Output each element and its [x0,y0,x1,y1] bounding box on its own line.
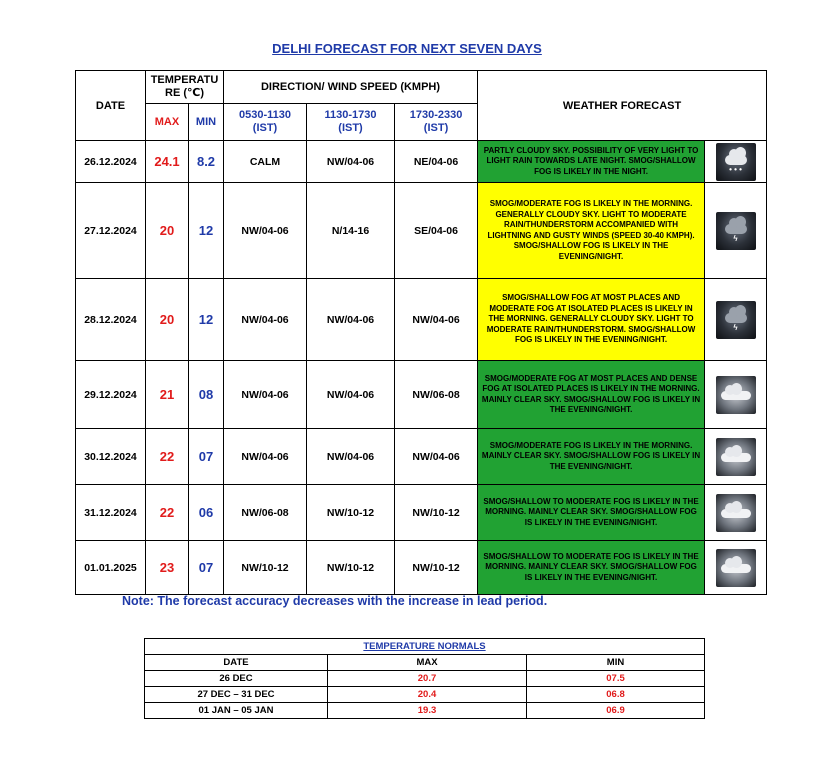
accuracy-note: Note: The forecast accuracy decreases with the increase in lead period. [122,594,548,608]
header-temperature-line2: RE (℃) [165,87,204,99]
normals-date: 26 DEC [145,671,328,687]
row-max: 21 [146,361,189,429]
header-temperature [146,71,224,104]
row-max: 20 [146,279,189,361]
row-date: 30.12.2024 [76,429,146,485]
row-wind-1: NW/10-12 [224,541,307,595]
row-wind-3: NW/10-12 [395,485,478,541]
normals-min: 07.5 [527,671,705,687]
row-max: 22 [146,429,189,485]
header-weather-forecast: WEATHER FORECAST [478,71,767,141]
normals-max: 19.3 [328,703,527,719]
row-wind-3: NW/06-08 [395,361,478,429]
row-wind-2: NW/04-06 [307,361,395,429]
row-min: 12 [189,279,224,361]
thunderstorm-icon: ϟ [716,301,756,339]
slot-time: 1130-1730 [324,109,377,121]
table-row [76,183,767,279]
row-forecast: PARTLY CLOUDY SKY. POSSIBILITY OF VERY LIGHT TO LIGHT RAIN TOWARDS LATE NIGHT. SMOG/SHALLOW FOG IS LIKELY IN THE NIGHT. [478,141,705,183]
thunderstorm-icon: ϟ [716,212,756,250]
row-min: 07 [189,541,224,595]
row-max: 22 [146,485,189,541]
row-forecast: SMOG/SHALLOW TO MODERATE FOG IS LIKELY IN THE MORNING. MAINLY CLEAR SKY. SMOG/SHALLOW FOG IS LIKELY IN THE EVENING/NIGHT. [478,541,705,595]
row-wind-3: NW/10-12 [395,541,478,595]
normals-title: TEMPERATURE NORMALS [145,639,705,655]
normals-header-max: MAX [328,655,527,671]
row-forecast: SMOG/MODERATE FOG IS LIKELY IN THE MORNING. MAINLY CLEAR SKY. SMOG/SHALLOW FOG IS LIKELY IN THE EVENING/NIGHT. [478,429,705,485]
normals-header-date: DATE [145,655,328,671]
row-max: 24.1 [146,141,189,183]
table-row [76,541,767,595]
fog-icon [716,494,756,532]
table-row [76,361,767,429]
row-min: 07 [189,429,224,485]
row-wind-2: N/14-16 [307,183,395,279]
header-max: MAX [146,104,189,141]
header-slot-1 [224,104,307,141]
row-forecast: SMOG/MODERATE FOG IS LIKELY IN THE MORNING. GENERALLY CLOUDY SKY. LIGHT TO MODERATE RAIN/THUNDERSTORM ACCOMPANIED WITH LIGHTNING AND GUSTY WINDS (SPEED 30-40 KMPH). SMOG/SHALLOW FOG IS LIKELY IN THE EVENING/NIGHT. [478,183,705,279]
slot-time: 0530-1130 [239,109,292,121]
normals-date: 01 JAN – 05 JAN [145,703,328,719]
table-row [76,485,767,541]
row-date: 01.01.2025 [76,541,146,595]
row-date: 28.12.2024 [76,279,146,361]
normals-date: 27 DEC – 31 DEC [145,687,328,703]
row-wind-1: NW/04-06 [224,361,307,429]
slot-tz: (IST) [252,122,278,134]
slot-time: 1730-2330 [409,109,463,121]
row-wind-1: NW/06-08 [224,485,307,541]
row-forecast: SMOG/MODERATE FOG AT MOST PLACES AND DENSE FOG AT ISOLATED PLACES IS LIKELY IN THE MORNING. MAINLY CLEAR SKY. SMOG/SHALLOW FOG IS LIKELY IN THE EVENING/NIGHT. [478,361,705,429]
row-min: 12 [189,183,224,279]
row-wind-3: NE/04-06 [395,141,478,183]
table-row [76,429,767,485]
row-wind-3: NW/04-06 [395,429,478,485]
header-slot-3 [395,104,478,141]
row-wind-2: NW/04-06 [307,141,395,183]
row-date: 29.12.2024 [76,361,146,429]
slot-tz: (IST) [423,122,449,134]
header-temperature-line1: TEMPERATU [150,74,219,86]
table-row [76,141,767,183]
row-wind-2: NW/04-06 [307,429,395,485]
row-min: 8.2 [189,141,224,183]
normals-min: 06.8 [527,687,705,703]
row-wind-2: NW/10-12 [307,485,395,541]
row-forecast: SMOG/SHALLOW FOG AT MOST PLACES AND MODERATE FOG AT ISOLATED PLACES IS LIKELY IN THE MORNING. GENERALLY CLOUDY SKY. LIGHT TO MODERATE RAIN/THUNDERSTORM. SMOG/SHALLOW FOG IS LIKELY IN THE EVENING/NIGHT. [478,279,705,361]
row-wind-2: NW/04-06 [307,279,395,361]
forecast-table [75,70,767,595]
header-slot-2 [307,104,395,141]
row-wind-1: CALM [224,141,307,183]
table-row [145,671,705,687]
page-title: DELHI FORECAST FOR NEXT SEVEN DAYS [272,41,542,56]
row-max: 23 [146,541,189,595]
normals-header-min: MIN [527,655,705,671]
header-min: MIN [189,104,224,141]
fog-icon [716,549,756,587]
fog-icon [716,376,756,414]
row-wind-1: NW/04-06 [224,279,307,361]
slot-tz: (IST) [338,122,363,134]
header-date: DATE [76,71,146,141]
table-row [76,279,767,361]
temperature-normals-table [144,638,705,719]
row-date: 31.12.2024 [76,485,146,541]
row-forecast: SMOG/SHALLOW TO MODERATE FOG IS LIKELY IN THE MORNING. MAINLY CLEAR SKY. SMOG/SHALLOW FOG IS LIKELY IN THE EVENING/NIGHT. [478,485,705,541]
table-row [145,687,705,703]
normals-max: 20.7 [328,671,527,687]
row-min: 06 [189,485,224,541]
row-wind-2: NW/10-12 [307,541,395,595]
row-date: 26.12.2024 [76,141,146,183]
normals-min: 06.9 [527,703,705,719]
normals-max: 20.4 [328,687,527,703]
row-wind-1: NW/04-06 [224,183,307,279]
row-max: 20 [146,183,189,279]
cloud-rain-icon: • • • [716,143,756,181]
table-row [145,703,705,719]
row-wind-3: NW/04-06 [395,279,478,361]
row-min: 08 [189,361,224,429]
row-wind-1: NW/04-06 [224,429,307,485]
header-direction: DIRECTION/ WIND SPEED (KMPH) [224,71,478,104]
fog-icon [716,438,756,476]
row-wind-3: SE/04-06 [395,183,478,279]
row-date: 27.12.2024 [76,183,146,279]
